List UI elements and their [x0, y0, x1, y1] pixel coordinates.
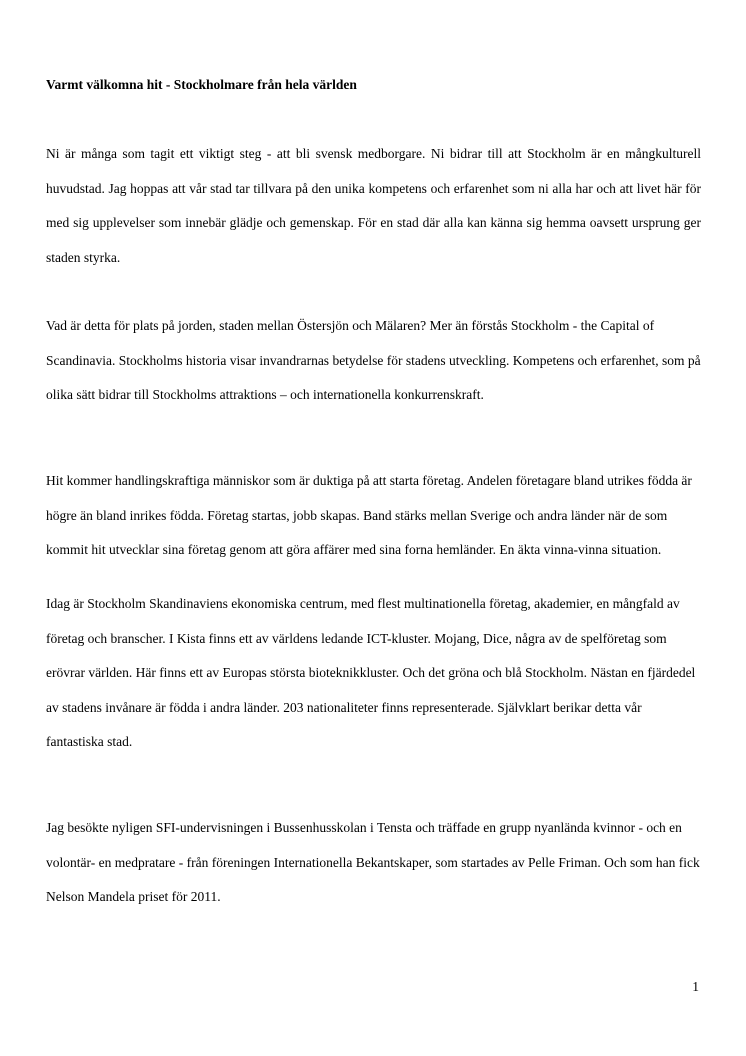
page-title: Varmt välkomna hit - Stockholmare från hela världen	[46, 77, 357, 92]
paragraph-entrepreneurs: Hit kommer handlingskraftiga människor som är duktiga på att starta företag. Andelen företagare bland utrikes födda är högre än bland inrikes födda. Företag startas, jobb skapas. Band stärks mellan Sverige och andra länder när de som kommit hit utvecklar sina företag genom att göra affärer med sina forna hemländer. En äkta vinna-vinna situation.	[46, 473, 692, 557]
paragraph-economic-center: Idag är Stockholm Skandinaviens ekonomiska centrum, med flest multinationella företag, akademier, en mångfald av företag och branscher. I Kista finns ett av världens ledande ICT-kluster. Mojang, Dice, några av de spelföretag som erövrar världen. Här finns ett av Europas största bioteknikkluster. Och det gröna och blå Stockholm. Nästan en fjärdedel av stadens invånare är födda i andra länder. 203 nationaliteter finns representerade. Självklart berikar detta vår fantastiska stad.	[46, 596, 696, 749]
page-number: 1	[692, 979, 699, 994]
paragraph-sfi-visit: Jag besökte nyligen SFI-undervisningen i Bussenhusskolan i Tensta och träffade en grupp nyanlända kvinnor - och en volontär- en medpratare - från föreningen Internationella Bekantskaper, som startades av Pelle Friman. Och som han fick Nelson Mandela priset för 2011.	[46, 820, 700, 904]
paragraph-stockholm-history: Vad är detta för plats på jorden, staden mellan Östersjön och Mälaren? Mer än förstås Stockholm - the Capital of Scandinavia. Stockholms historia visar invandrarnas betydelse för stadens utveckling. Kompetens och erfarenhet, som på olika sätt bidrar till Stockholms attraktions – och internationella konkurrenskraft.	[46, 318, 701, 402]
paragraph-welcome: Ni är många som tagit ett viktigt steg - att bli svensk medborgare. Ni bidrar till att Stockholm är en mångkulturell huvudstad. Jag hoppas att vår stad tar tillvara på den unika kompetens och erfarenhet som ni alla har och att livet här för med sig upplevelser som innebär glädje och gemenskap. För en stad där alla kan känna sig hemma oavsett ursprung ger staden styrka.	[46, 146, 701, 265]
